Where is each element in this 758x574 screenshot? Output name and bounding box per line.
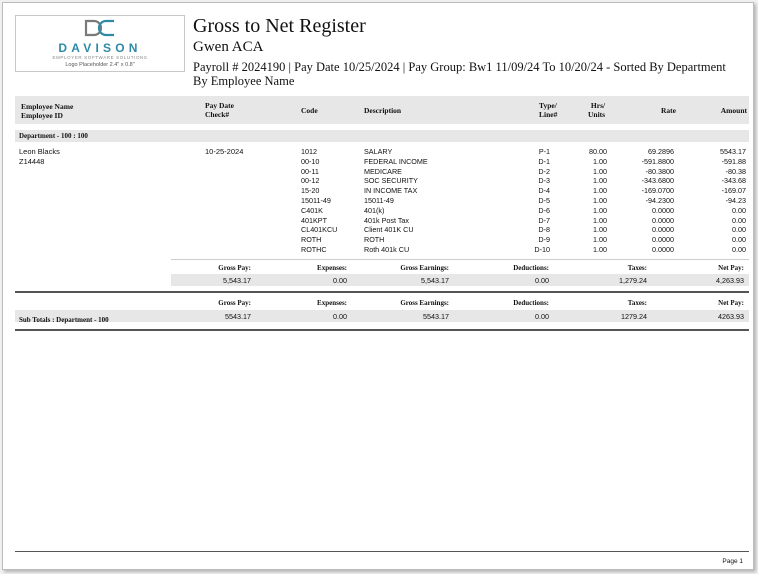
line-amount: -169.07 [721, 186, 746, 196]
footer-divider [15, 551, 749, 552]
sub-gross-earnings: 5543.17 [423, 312, 449, 321]
sub-net-pay: 4263.93 [718, 312, 744, 321]
line-hours: 1.00 [593, 244, 607, 254]
sub-deductions-label: Deductions: [513, 299, 549, 307]
sum-expenses-label: Expenses: [317, 264, 347, 272]
company-name: Gwen ACA [193, 39, 264, 55]
line-description: MEDICARE [364, 166, 402, 176]
sum-gross-pay-label: Gross Pay: [218, 264, 251, 272]
summary-divider [171, 259, 749, 260]
line-type: D-6 [538, 205, 550, 215]
line-type: D-4 [538, 186, 550, 196]
line-rate: -591.8800 [641, 156, 674, 166]
line-rate: 0.0000 [652, 225, 674, 235]
col-pay-date: Pay Date [205, 101, 234, 110]
sub-deductions: 0.00 [535, 312, 549, 321]
employee-summary-row [171, 274, 749, 286]
col-rate: Rate [661, 106, 676, 115]
line-item-row [3, 225, 755, 235]
sub-taxes-label: Taxes: [627, 299, 647, 307]
line-item-row [3, 157, 755, 167]
line-item-row [3, 176, 755, 186]
employee-name: Leon Blacks [19, 147, 60, 156]
line-description: SALARY [364, 147, 393, 156]
col-amount: Amount [720, 106, 747, 115]
col-hrs [588, 101, 605, 119]
line-amount: 0.00 [732, 225, 746, 235]
col-type-label: Type/ [539, 101, 557, 110]
line-amount: 0.00 [732, 235, 746, 245]
col-hrs-label: Hrs/ [590, 101, 606, 110]
sum-taxes-label: Taxes: [627, 264, 647, 272]
line-amount: 5543.17 [720, 147, 746, 156]
line-items [3, 147, 755, 255]
report-subtitle: Payroll # 2024190 | Pay Date 10/25/2024 | Pay Group: Bw1 11/09/24 To 10/20/24 - Sorted By Department By Employee Name [193, 60, 726, 88]
logo-name: DAVISON [58, 41, 142, 55]
line-rate: 0.0000 [652, 235, 674, 245]
line-type: D-2 [538, 166, 550, 176]
line-amount: -343.68 [721, 176, 746, 186]
sub-taxes: 1279.24 [621, 312, 647, 321]
line-type: D-8 [538, 225, 550, 235]
line-item-row [3, 216, 755, 226]
line-hours: 1.00 [593, 225, 607, 235]
report-title: Gross to Net Register [193, 15, 366, 37]
sum-gross-earnings: 5,543.17 [421, 276, 449, 285]
line-hours: 1.00 [593, 215, 607, 225]
line-hours: 1.00 [593, 176, 607, 186]
line-code: 1012 [301, 147, 317, 156]
subtotal-label: Sub Totals : Department - 100 [19, 316, 109, 324]
line-code: 00-11 [301, 166, 319, 176]
col-check: Check# [205, 110, 230, 119]
sub-expenses-label: Expenses: [317, 299, 347, 307]
line-rate: -94.2300 [645, 195, 674, 205]
line-item-row [3, 147, 755, 157]
line-code: ROTH [301, 235, 322, 245]
line-description: Roth 401k CU [364, 244, 410, 254]
line-hours: 80.00 [589, 147, 607, 156]
subtotal-divider-top [15, 291, 749, 293]
line-code: CL401KCU [301, 225, 338, 235]
line-hours: 1.00 [593, 205, 607, 215]
line-description: 401k Post Tax [364, 215, 410, 225]
line-description: IN INCOME TAX [364, 186, 418, 196]
sum-net-pay: 4,263.93 [716, 276, 744, 285]
line-type: D-5 [538, 195, 550, 205]
line-amount: 0.00 [732, 244, 746, 254]
line-description: FEDERAL INCOME [364, 156, 428, 166]
company-logo [15, 15, 185, 72]
sum-net-pay-label: Net Pay: [718, 264, 744, 272]
davison-logo-icon [82, 19, 122, 37]
column-header [15, 96, 749, 124]
col-employee-id: Employee ID [21, 111, 63, 120]
line-code: ROTHC [301, 244, 327, 254]
line-amount: -591.88 [721, 156, 746, 166]
line-description: Client 401K CU [364, 225, 414, 235]
line-item-row [3, 235, 755, 245]
col-description: Description [364, 106, 402, 115]
line-amount: 0.00 [732, 205, 746, 215]
col-line-label: Line# [539, 110, 558, 119]
sum-deductions-label: Deductions: [513, 264, 549, 272]
line-amount: -80.38 [725, 166, 746, 176]
line-type: D-7 [538, 215, 550, 225]
col-paydate [205, 101, 234, 119]
line-code: 401KPT [301, 215, 327, 225]
line-code: 00-10 [301, 156, 320, 166]
sum-gross-pay: 5,543.17 [223, 276, 251, 285]
sum-taxes: 1,279.24 [619, 276, 647, 285]
line-hours: 1.00 [593, 156, 607, 166]
line-item-row [3, 245, 755, 255]
line-rate: -80.3800 [645, 166, 674, 176]
col-employee [21, 102, 73, 120]
line-item-row [3, 186, 755, 196]
logo-tagline: EMPLOYER SOFTWARE SOLUTIONS [52, 55, 148, 60]
col-employee-name: Employee Name [21, 102, 74, 111]
report-page [2, 2, 754, 570]
line-amount: -94.23 [725, 195, 746, 205]
line-item-row [3, 167, 755, 177]
col-type [539, 101, 557, 119]
col-units-label: Units [588, 110, 606, 119]
line-code: 15011-49 [301, 195, 331, 205]
sub-expenses: 0.00 [333, 312, 347, 321]
line-type: D-10 [534, 244, 550, 254]
line-type: P-1 [538, 147, 550, 156]
col-code: Code [301, 106, 318, 115]
line-description: ROTH [364, 235, 385, 245]
line-hours: 1.00 [593, 235, 607, 245]
line-description: SOC SECURITY [364, 176, 418, 186]
employee-pay-date: 10-25-2024 [205, 147, 244, 156]
sub-gross-pay: 5543.17 [225, 312, 251, 321]
line-description: 15011-49 [364, 195, 394, 205]
sum-gross-earnings-label: Gross Earnings: [400, 264, 449, 272]
line-hours: 1.00 [593, 186, 607, 196]
line-rate: 69.2896 [648, 147, 674, 156]
subtotal-divider-bottom [15, 329, 749, 331]
line-code: 00-12 [301, 176, 320, 186]
department-header: Department - 100 : 100 [15, 130, 749, 142]
sub-gross-pay-label: Gross Pay: [218, 299, 251, 307]
line-code: 15-20 [301, 186, 320, 196]
employee-id: Z14448 [19, 157, 45, 166]
logo-placeholder-text: Logo Placeholder 2.4" x 0.8" [65, 62, 135, 68]
line-description: 401(k) [364, 205, 385, 215]
line-item-row [3, 206, 755, 216]
line-hours: 1.00 [593, 195, 607, 205]
line-rate: -343.6800 [641, 176, 674, 186]
sum-deductions: 0.00 [535, 276, 549, 285]
line-type: D-3 [538, 176, 550, 186]
line-type: D-9 [538, 235, 550, 245]
line-item-row [3, 196, 755, 206]
line-rate: -169.0700 [641, 186, 674, 196]
line-hours: 1.00 [593, 166, 607, 176]
line-rate: 0.0000 [652, 215, 674, 225]
line-code: C401K [301, 205, 323, 215]
sub-gross-earnings-label: Gross Earnings: [400, 299, 449, 307]
line-rate: 0.0000 [652, 205, 674, 215]
sum-expenses: 0.00 [333, 276, 347, 285]
line-rate: 0.0000 [652, 244, 674, 254]
page-number: Page 1 [722, 558, 743, 565]
sub-net-pay-label: Net Pay: [718, 299, 744, 307]
line-type: D-1 [538, 156, 550, 166]
line-amount: 0.00 [732, 215, 746, 225]
